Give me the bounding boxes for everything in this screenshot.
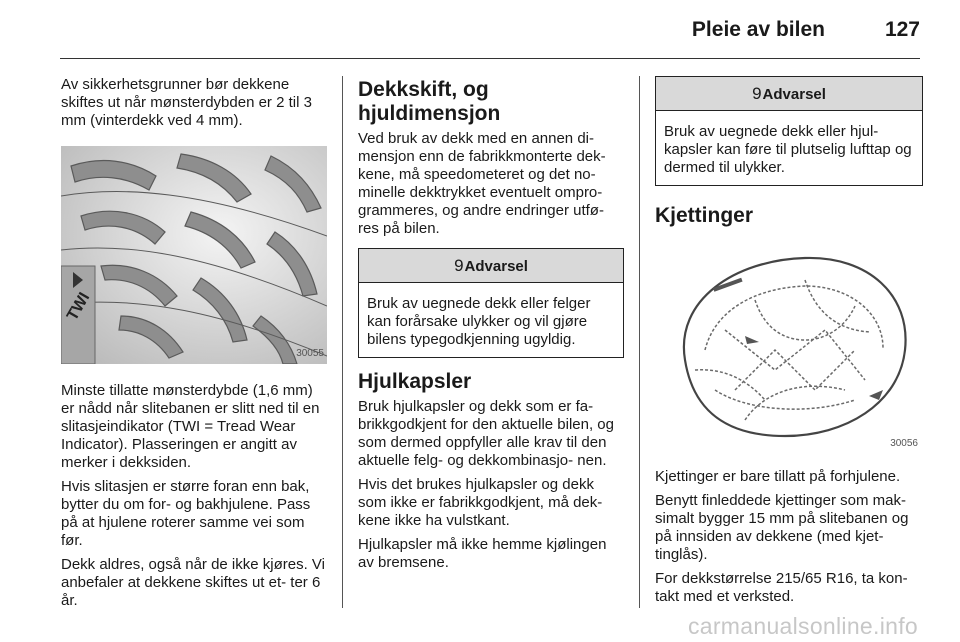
column-1 [61,76,327,616]
snow-chain-figure [655,240,921,454]
twi-label: TWI [63,289,94,324]
column-2 [358,76,624,578]
tread-wear-indicator-figure [61,146,327,364]
header-divider [60,58,920,59]
snow-chain-illustration [655,240,921,454]
column-divider-1 [342,76,343,608]
paragraph-2: Benytt finleddede kjettinger som mak- simalt bygger 15 mm på slitebanen og på innsiden av dekkene (med kjet- tinglås). [655,492,909,563]
section-heading-tire-change: Dekkskift, og hjuldimensjon [358,78,501,125]
page-number: 127 [884,18,920,41]
paragraph-1: Bruk hjulkapsler og dekk som er fa- brikkgodkjent for den aktuelle bilen, og som dermed oppfyller alle krav til den aktuelle felg- og dekkombinasjo- nen. [358,398,614,469]
paragraph-2: Hvis slitasjen er større foran enn bak, bytter du om for- og bakhjulene. Pass på at hjulene roterer samme vei som før. [61,478,311,549]
running-header-title: Pleie av bilen [691,18,825,41]
tire-tread-illustration [61,146,327,364]
figure-code: 30056 [890,438,918,449]
paragraph-3: For dekkstørrelse 215/65 R16, ta kon- takt med et verksted. [655,570,908,605]
intro-paragraph: Av sikkerhetsgrunner bør dekkene skiftes ut når mønsterdybden er 2 til 3 mm (vinterdekk ved 4 mm). [61,76,312,129]
watermark: carmanualsonline.info [687,613,918,639]
paragraph-1: Kjettinger er bare tillatt på forhjulene. [655,468,901,485]
warning-title: Advarsel [762,86,826,103]
paragraph-3: Hjulkapsler må ikke hemme kjølingen av bremsene. [358,536,607,571]
warning-text: Bruk av uegnede dekk eller felger kan forårsake ulykker og vil gjøre bilens typegodkjenning ugyldig. [367,295,591,348]
warning-title: Advarsel [464,258,528,275]
section-heading-hubcaps: Hjulkapsler [358,370,472,393]
column-3 [655,76,923,612]
paragraph-tire-dimension: Ved bruk av dekk med en annen di- mensjon enn de fabrikkmonterte dek- kene, må speedometeret og det no- minelle dekktrykket eventuelt ompro- grammeres, og andre endringer utfø- res på bilen. [358,130,606,237]
warning-icon: 9 [454,256,464,275]
paragraph-3: Dekk aldres, også når de ikke kjøres. Vi anbefaler at dekkene skiftes ut et- ter 6 år. [61,556,326,609]
warning-text: Bruk av uegnede dekk eller hjul- kapsler kan føre til plutselig lufttap og dermed til ulykker. [664,123,912,176]
column-divider-2 [639,76,640,608]
figure-code: 30055 [296,348,324,359]
paragraph-2: Hvis det brukes hjulkapsler og dekk som ikke er fabrikkgodkjent, må dek- kene ikke ha vulstkant. [358,476,603,529]
section-heading-chains: Kjettinger [655,204,754,227]
warning-box [358,248,624,358]
paragraph-1: Minste tillatte mønsterdybde (1,6 mm) er nådd når slitebanen er slitt ned til en slitasjeindikator (TWI = Tread Wear Indicator). Plasseringen er angitt av merker i dekksiden. [61,382,320,471]
warning-box [655,76,923,186]
warning-header [359,249,623,283]
warning-header [656,77,922,111]
warning-icon: 9 [752,84,762,103]
